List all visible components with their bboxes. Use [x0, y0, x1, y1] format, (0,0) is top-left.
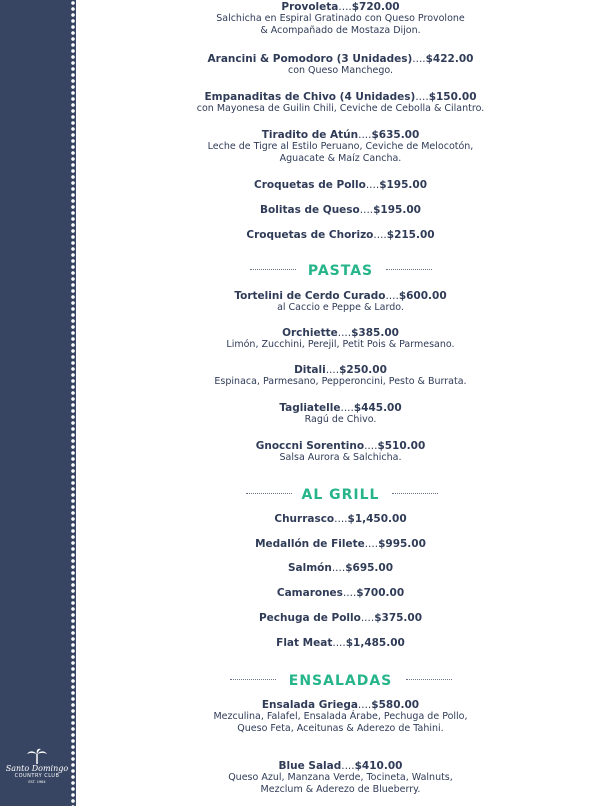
- divider: [386, 269, 432, 270]
- item-price: $510.00: [377, 440, 426, 452]
- item-name: Salmón: [287, 562, 332, 574]
- item-name: Bolitas de Queso: [260, 204, 360, 216]
- menu-item: Ensalada Griega....$580.00 Mezculina, Falafel, Ensalada Árabe, Pechuga de Pollo, Queso Feta, Aceitunas & Aderezo de Tahini.: [76, 699, 605, 735]
- item-name: Medallón de Filete: [255, 538, 365, 550]
- item-price: $385.00: [351, 327, 399, 339]
- menu-item: Pechuga de Pollo....$375.00: [258, 612, 423, 624]
- item-price: $1,485.00: [345, 637, 405, 649]
- item-name: Orchiette: [282, 327, 338, 339]
- item-price: $375.00: [374, 612, 423, 624]
- menu-item: Arancini & Pomodoro (3 Unidades)....$422.00 con Queso Manchego.: [76, 53, 605, 77]
- item-name: Pechuga de Pollo: [258, 612, 361, 624]
- item-price: $195.00: [373, 204, 421, 216]
- item-desc: con Queso Manchego.: [287, 65, 394, 76]
- divider: [392, 493, 438, 494]
- item-desc: Salsa Aurora & Salchicha.: [279, 452, 402, 463]
- item-desc: Mezculina, Falafel, Ensalada Árabe, Pechuga de Pollo,: [213, 711, 468, 722]
- menu-item: Bolitas de Queso....$195.00: [260, 204, 421, 216]
- section-title: PASTAS: [307, 263, 374, 279]
- brand-subtitle: COUNTRY CLUB: [14, 773, 60, 779]
- item-desc: & Acompañado de Mostaza Dijon.: [260, 25, 421, 36]
- item-name: Ensalada Griega: [261, 699, 358, 711]
- menu-item: Tortelini de Cerdo Curado....$600.00 al Caccio e Peppe & Lardo.: [76, 290, 605, 314]
- item-price: $580.00: [371, 699, 420, 711]
- item-price: $1,450.00: [347, 513, 407, 525]
- item-name: Churrasco: [274, 513, 335, 525]
- item-desc: Ragú de Chivo.: [304, 414, 377, 425]
- item-price: $995.00: [378, 538, 426, 550]
- item-name: Tagliatelle: [279, 402, 341, 414]
- item-desc: Leche de Tigre al Estilo Peruano, Ceviche de Melocotón,: [207, 141, 474, 152]
- menu-item: Camarones....$700.00: [276, 587, 405, 599]
- item-name: Blue Salad: [278, 760, 342, 772]
- item-price: $215.00: [386, 229, 435, 241]
- menu-item: Flat Meat....$1,485.00: [276, 637, 405, 649]
- item-name: Croquetas de Pollo: [253, 179, 366, 191]
- item-desc: Limón, Zucchini, Perejil, Petit Pois & Parmesano.: [226, 339, 455, 350]
- item-price: $635.00: [371, 129, 420, 141]
- menu-item: Ditali....$250.00 Espinaca, Parmesano, Pepperoncini, Pesto & Burrata.: [76, 364, 605, 388]
- item-price: $600.00: [398, 290, 447, 302]
- item-name: Ditali: [294, 364, 326, 376]
- menu-item: Medallón de Filete....$995.00: [255, 538, 426, 550]
- divider: [246, 493, 292, 494]
- item-desc: Mezclum & Aderezo de Blueberry.: [260, 784, 421, 795]
- section-heading: [76, 260, 605, 279]
- menu-item: Churrasco....$1,450.00: [274, 513, 407, 525]
- item-desc: Queso Feta, Aceitunas & Aderezo de Tahini.: [237, 723, 444, 734]
- menu-item: Empanaditas de Chivo (4 Unidades)....$150.00 con Mayonesa de Guilin Chili, Ceviche de Cebolla & Cilantro.: [76, 91, 605, 115]
- menu-item: Croquetas de Pollo....$195.00: [253, 179, 428, 191]
- item-desc: al Caccio e Peppe & Lardo.: [277, 302, 404, 313]
- sidebar: [0, 0, 76, 806]
- brand-est: EST. 1964: [28, 780, 46, 784]
- item-name: Gnoccni Sorentino: [255, 440, 365, 452]
- divider: [406, 679, 452, 680]
- menu-item: Salmón....$695.00: [287, 562, 394, 574]
- menu-content: [76, 0, 605, 806]
- item-name: Tiradito de Atún: [261, 129, 359, 141]
- menu-item: Gnoccni Sorentino....$510.00 Salsa Aurora & Salchicha.: [76, 440, 605, 464]
- item-name: Croquetas de Chorizo: [246, 229, 374, 241]
- item-name: Provoleta: [281, 1, 339, 13]
- section-heading: [76, 484, 605, 503]
- section-title: AL GRILL: [301, 487, 380, 503]
- item-price: $445.00: [353, 402, 402, 414]
- divider: [250, 269, 296, 270]
- brand-script: Santo Domingo: [5, 764, 69, 773]
- menu-item: Provoleta....$720.00 Salchicha en Espiral Gratinado con Queso Provolone & Acompañado de Mostaza Dijon.: [76, 1, 605, 37]
- brand-logo: [2, 748, 72, 785]
- divider: [230, 679, 276, 680]
- item-name: Camarones: [276, 587, 343, 599]
- menu-item: Orchiette....$385.00 Limón, Zucchini, Perejil, Petit Pois & Parmesano.: [76, 327, 605, 351]
- item-price: $195.00: [379, 179, 428, 191]
- item-name: Tortelini de Cerdo Curado: [234, 290, 386, 302]
- item-desc: Aguacate & Maíz Cancha.: [279, 153, 402, 164]
- item-desc: con Mayonesa de Guilin Chili, Ceviche de Cebolla & Cilantro.: [196, 103, 485, 114]
- section-heading: [76, 670, 605, 689]
- item-desc: Queso Azul, Manzana Verde, Tocineta, Walnuts,: [228, 772, 453, 783]
- item-price: $422.00: [425, 53, 474, 65]
- item-price: $410.00: [354, 760, 403, 772]
- item-price: $700.00: [356, 587, 405, 599]
- item-desc: Espinaca, Parmesano, Pepperoncini, Pesto & Burrata.: [214, 376, 467, 387]
- palm-tree-icon: [26, 748, 48, 764]
- menu-item: Tagliatelle....$445.00 Ragú de Chivo.: [76, 402, 605, 426]
- menu-item: Blue Salad....$410.00 Queso Azul, Manzana Verde, Tocineta, Walnuts, Mezclum & Aderezo de Blueberry.: [76, 760, 605, 796]
- section-title: ENSALADAS: [288, 673, 393, 689]
- item-price: $250.00: [339, 364, 387, 376]
- item-price: $695.00: [345, 562, 394, 574]
- item-desc: Salchicha en Espiral Gratinado con Queso Provolone: [216, 13, 465, 24]
- menu-item: Croquetas de Chorizo....$215.00: [246, 229, 435, 241]
- item-price: $150.00: [428, 91, 477, 103]
- menu-item: Tiradito de Atún....$635.00 Leche de Tigre al Estilo Peruano, Ceviche de Melocotón, Aguacate & Maíz Cancha.: [76, 129, 605, 165]
- item-name: Empanaditas de Chivo (4 Unidades): [204, 91, 416, 103]
- item-name: Flat Meat: [276, 637, 333, 649]
- item-price: $720.00: [351, 1, 400, 13]
- item-name: Arancini & Pomodoro (3 Unidades): [207, 53, 413, 65]
